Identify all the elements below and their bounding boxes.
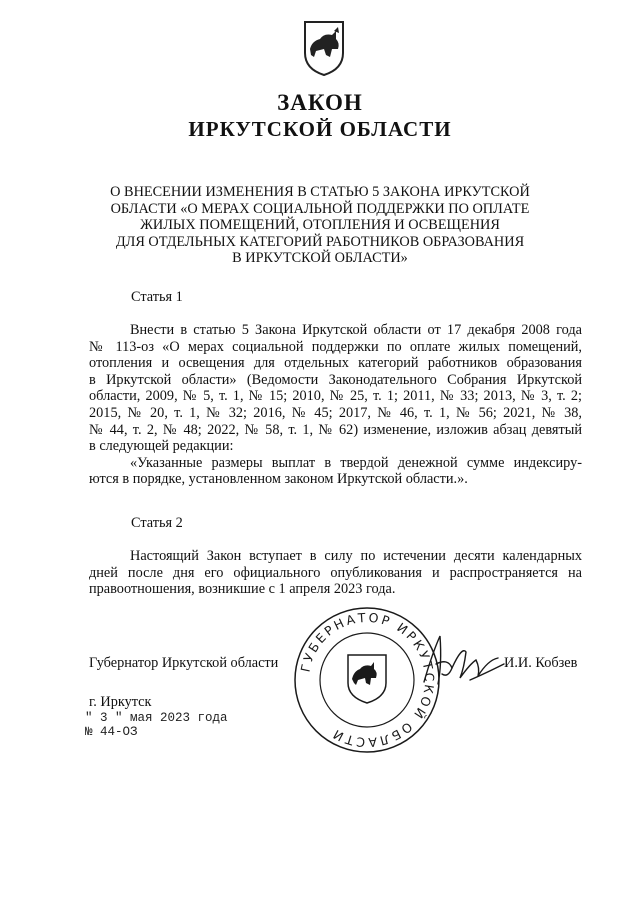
handwritten-signature	[418, 624, 513, 694]
paragraph-line: № 113-оз «О мерах социальной поддержки по оплате жилых помещений,	[89, 338, 582, 355]
article2-heading: Статья 2	[131, 515, 183, 531]
paragraph-line: № 44, т. 2, № 48; 2022, № 58, т. 1, № 62) изменение, изложив абзац девятый	[89, 421, 582, 438]
article1-text	[89, 322, 582, 488]
law-heading	[100, 184, 540, 267]
law-heading-line: В ИРКУТСКОЙ ОБЛАСТИ»	[232, 250, 408, 266]
law-heading-line: О ВНЕСЕНИИ ИЗМЕНЕНИЯ В СТАТЬЮ 5 ЗАКОНА ИРКУТСКОЙ	[110, 184, 530, 200]
signatory-position: Губернатор Иркутской области	[89, 655, 279, 671]
paragraph-line: отопления и освещения для отдельных категорий работников образования	[89, 355, 582, 372]
law-heading-line: ДЛЯ ОТДЕЛЬНЫХ КАТЕГОРИЙ РАБОТНИКОВ ОБРАЗОВАНИЯ	[115, 233, 525, 250]
document-title: ЗАКОН	[277, 90, 363, 115]
paragraph-line: правоотношения, возникшие с 1 апреля 2023 года.	[89, 581, 396, 598]
document-subtitle-region: ИРКУТСКОЙ ОБЛАСТИ	[188, 117, 452, 141]
paragraph-line: области, 2009, № 5, т. 1, № 15; 2010, № 25, т. 1; 2011, № 33; 2013, № 3, т. 2;	[89, 388, 582, 405]
document-date: " 3 " мая 2023 года	[85, 711, 228, 725]
article2-text	[89, 548, 582, 598]
document-number: № 44-ОЗ	[85, 725, 138, 739]
law-heading-line: ЖИЛЫХ ПОМЕЩЕНИЙ, ОТОПЛЕНИЯ И ОСВЕЩЕНИЯ	[140, 217, 500, 233]
quote-line: ются в порядке, установленном законом Иркутской области.».	[89, 471, 468, 488]
irkutsk-coat-of-arms-icon	[302, 19, 346, 77]
paragraph-line: Внести в статью 5 Закона Иркутской области от 17 декабря 2008 года	[130, 322, 582, 338]
paragraph-line: Настоящий Закон вступает в силу по истечении десяти календарных	[130, 548, 582, 564]
signatory-name: И.И. Кобзев	[504, 655, 578, 671]
quote-line: «Указанные размеры выплат в твердой денежной сумме индексиру-	[130, 454, 582, 471]
paragraph-line: в следующей редакции:	[89, 438, 234, 455]
article1-heading: Статья 1	[131, 289, 183, 305]
paragraph-line: в Иркутской области» (Ведомости Законодательного Собрания Иркутской	[89, 371, 582, 388]
paragraph-line: дней после дня его официального опубликования и распространяется на	[89, 564, 582, 581]
seal-text: ГУБЕРНАТОР ИРКУТСКОЙ ОБЛАСТИ	[297, 609, 438, 751]
paragraph-line: 2015, № 20, т. 1, № 32; 2016, № 45; 2017, № 46, т. 1, № 56; 2021, № 38,	[89, 404, 582, 421]
city-label: г. Иркутск	[89, 694, 152, 710]
law-heading-line: ОБЛАСТИ «О МЕРАХ СОЦИАЛЬНОЙ ПОДДЕРЖКИ ПО ОПЛАТЕ	[110, 200, 530, 217]
